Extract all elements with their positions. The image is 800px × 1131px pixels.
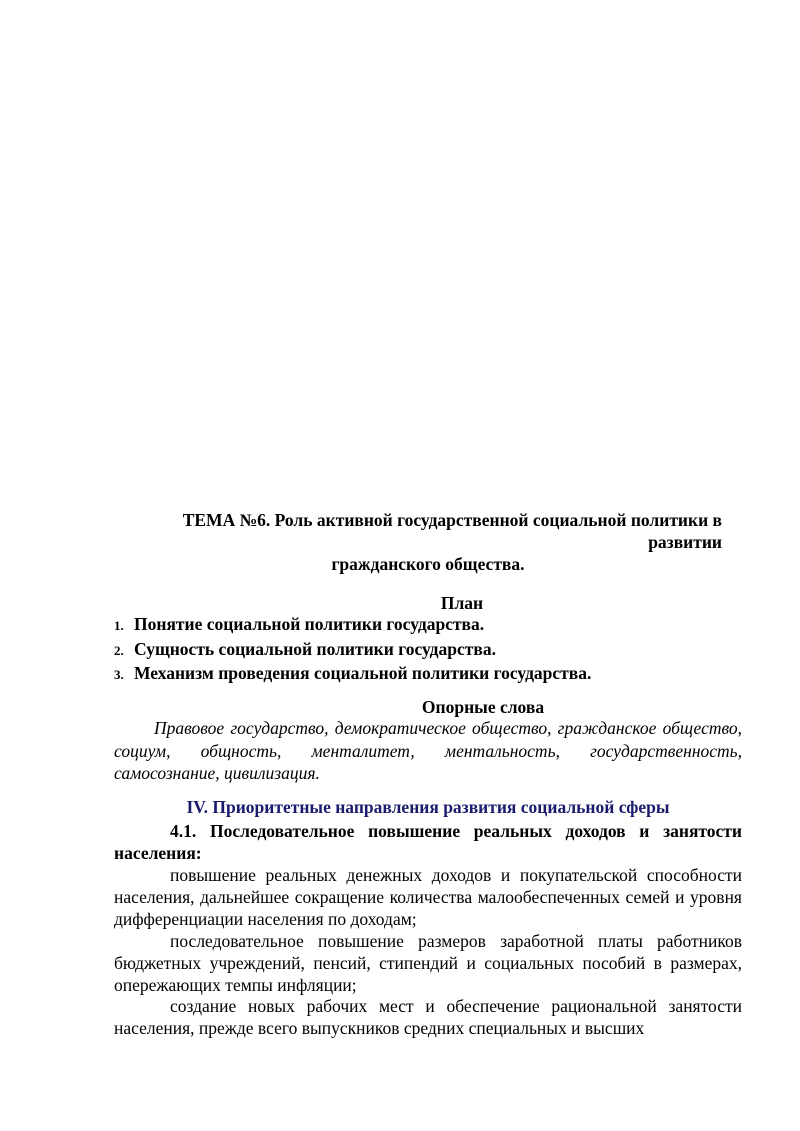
title-line-1: ТЕМА №6. Роль активной государственной социальной политики в: [182, 510, 722, 530]
title-line-2: развитии: [648, 532, 722, 552]
title-line-3: гражданского общества.: [331, 554, 525, 574]
subsection-heading: 4.1. Последовательное повышение реальных доходов и занятости населения:: [114, 821, 742, 863]
plan-item-3: [114, 662, 742, 687]
paragraph: создание новых рабочих мест и обеспечение рациональной занятости населения, прежде всего выпускников средних специальных и высших: [114, 996, 742, 1038]
plan-item-1: [114, 613, 742, 638]
keywords-text: Правовое государство, демократическое общество, гражданское общество, социум, общность, менталитет, ментальность, государственность, самосознание, цивилизация.: [114, 718, 742, 783]
plan-item-2: [114, 638, 742, 663]
topic-title: [114, 509, 742, 575]
plan-item-text: Понятие социальной политики государства.: [134, 614, 485, 634]
keywords-heading: Опорные слова: [421, 697, 545, 717]
plan-item-text: Сущность социальной политики государства.: [134, 638, 496, 659]
plan-item-number: 2.: [114, 642, 124, 658]
paragraph: последовательное повышение размеров заработной платы работников бюджетных учреждений, пенсий, стипендий и социальных пособий в размерах, опережающих темпы инфляции;: [114, 931, 742, 995]
plan-list: [114, 613, 742, 687]
plan-item-number: 3.: [114, 667, 124, 682]
plan-item-number: 1.: [114, 618, 124, 633]
paragraph: повышение реальных денежных доходов и покупательской способности населения, дальнейшее сокращение количества малообеспеченных семей и уровня дифференциации населения по доходам;: [114, 865, 742, 929]
section-heading: IV. Приоритетные направления развития социальной сферы: [186, 797, 670, 817]
plan-heading: План: [440, 593, 484, 613]
plan-item-text: Механизм проведения социальной политики государства.: [134, 663, 592, 683]
